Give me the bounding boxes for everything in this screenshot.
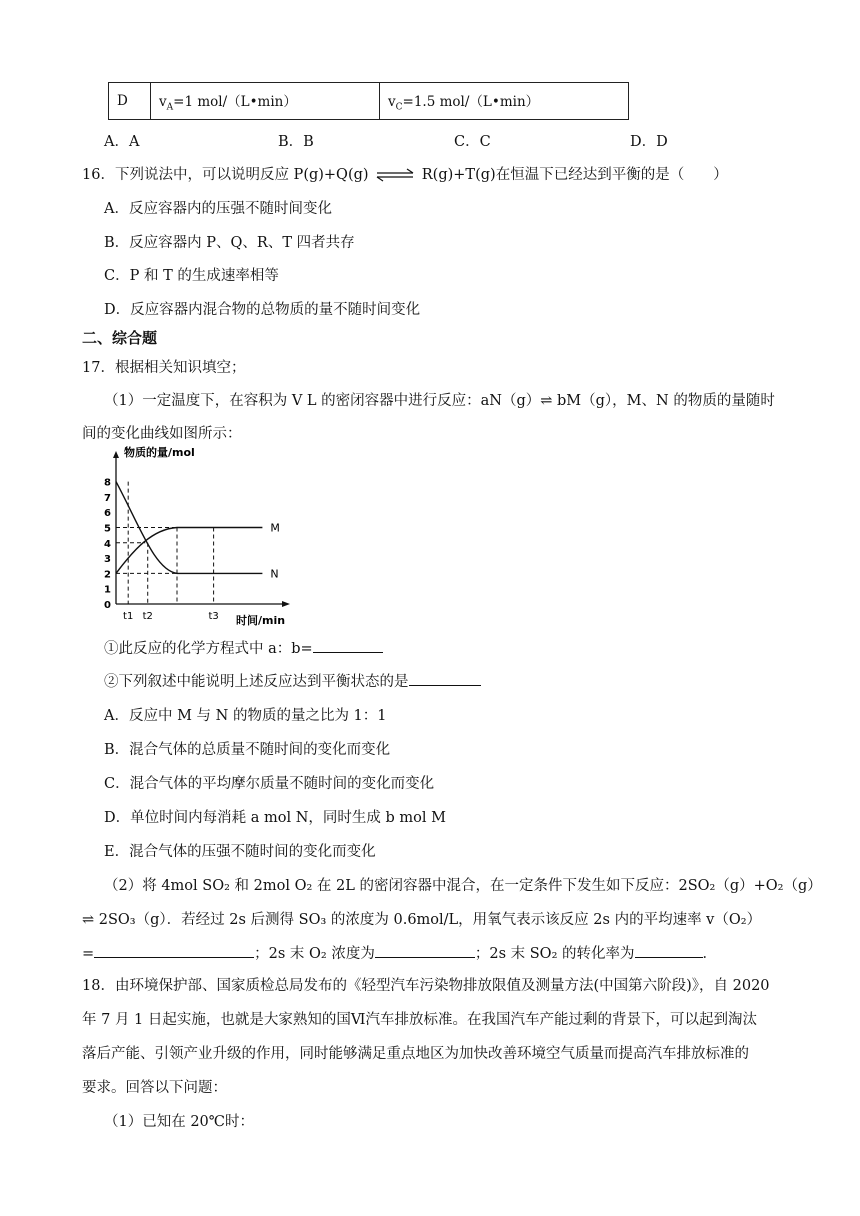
y-tick-label: 5 xyxy=(104,523,111,535)
section-title: 二、综合题 xyxy=(82,329,158,347)
q16-stem: 16．下列说法中，可以说明反应 P(g)+Q(g) R(g)+T(g)在恒温下已经达到平衡的是（ ） xyxy=(82,167,728,183)
table-cell: $v_C=1.5$ mol/（L•min） xyxy=(380,83,629,120)
q18-line: 要求。回答以下问题： xyxy=(82,1080,227,1096)
q17-option: B．混合气体的总质量不随时间的变化而变化 xyxy=(104,742,391,758)
x-tick-label: t2 xyxy=(142,611,153,622)
x-tick-label: t1 xyxy=(123,611,134,622)
y-tick-label: 6 xyxy=(104,508,111,520)
y-tick-label: 3 xyxy=(104,554,111,566)
equilibrium-arrow-icon xyxy=(373,168,417,182)
y-tick-label: 8 xyxy=(104,477,111,489)
q17-part2-line: （2）将 4mol SO₂ 和 2mol O₂ 在 2L 的密闭容器中混合，在一定条件下发生如下反应：2SO₂（g）+O₂（g） xyxy=(104,878,822,894)
q16-option: D．反应容器内混合物的总物质的量不随时间变化 xyxy=(104,302,421,318)
q15-option-d: D．D xyxy=(630,134,668,150)
q17-option: D．单位时间内每消耗 a mol N，同时生成 b mol M xyxy=(104,810,446,826)
q15-option-b: B．B xyxy=(278,134,314,150)
q17-stem: 17．根据相关知识填空； xyxy=(82,360,246,376)
y-tick-label: 0 xyxy=(104,600,111,611)
q17-option: C．混合气体的平均摩尔质量不随时间的变化而变化 xyxy=(104,776,435,792)
rate-table xyxy=(108,82,629,120)
series-n-label: N xyxy=(270,567,279,581)
table-cell: $v_A=1$ mol/（L•min） xyxy=(151,83,380,120)
table-cell: D xyxy=(109,83,151,120)
q17-option: E．混合气体的压强不随时间的变化而变化 xyxy=(104,844,376,860)
y-axis-title: 物质的量/mol xyxy=(124,446,195,459)
y-tick-label: 2 xyxy=(104,569,111,581)
y-tick-label: 1 xyxy=(104,584,111,596)
q18-line: 落后产能、引领产业升级的作用，同时能够满足重点地区为加快改善环境空气质量而提高汽车排放标准的 xyxy=(82,1046,749,1062)
q18-sub1: （1）已知在 20℃时： xyxy=(104,1114,255,1130)
x-axis-title: 时间/min xyxy=(236,614,286,626)
q18-line: 18．由环境保护部、国家质检总局发布的《轻型汽车污染物排放限值及测量方法(中国第六阶段)》，自 2020 xyxy=(82,978,770,994)
q15-option-c: C．C xyxy=(454,134,491,150)
table-row xyxy=(109,83,629,120)
series-m-label: M xyxy=(270,521,280,535)
q16-option: C．P 和 T 的生成速率相等 xyxy=(104,268,279,284)
q17-part2-line: = ；2s 末 O₂ 浓度为 ；2s 末 SO₂ 的转化率为 ． xyxy=(82,942,717,963)
q16-option: A．反应容器内的压强不随时间变化 xyxy=(104,201,332,217)
x-tick-label: t3 xyxy=(208,611,219,622)
q17-sub1: ①此反应的化学方程式中 a：b= xyxy=(104,637,383,658)
mole-time-chart xyxy=(96,446,296,626)
q16-option: B．反应容器内 P、Q、R、T 四者共存 xyxy=(104,235,355,251)
y-tick-label: 4 xyxy=(104,538,111,550)
x-axis-arrow xyxy=(282,601,290,607)
q17-part2-line: ⇌ 2SO₃（g）．若经过 2s 后测得 SO₃ 的浓度为 0.6mol/L，用氧气表示该反应 2s 内的平均速率 v（O₂） xyxy=(82,912,762,928)
q17-option: A．反应中 M 与 N 的物质的量之比为 1：1 xyxy=(104,708,387,724)
series-m-line xyxy=(116,528,262,574)
q17-part1-line: （1）一定温度下，在容积为 V L 的密闭容器中进行反应：aN（g）⇌ bM（g），M、N 的物质的量随时 xyxy=(104,393,775,409)
q15-option-a: A．A xyxy=(104,134,140,150)
q17-part1-line: 间的变化曲线如图所示： xyxy=(82,426,242,442)
y-axis-arrow xyxy=(113,451,119,458)
y-tick-label: 7 xyxy=(104,492,111,504)
q18-line: 年 7 月 1 日起实施，也就是大家熟知的国Ⅵ汽车排放标准。在我国汽车产能过剩的背景下，可以起到淘汰 xyxy=(82,1012,757,1028)
q17-sub2: ②下列叙述中能说明上述反应达到平衡状态的是 xyxy=(104,670,481,691)
